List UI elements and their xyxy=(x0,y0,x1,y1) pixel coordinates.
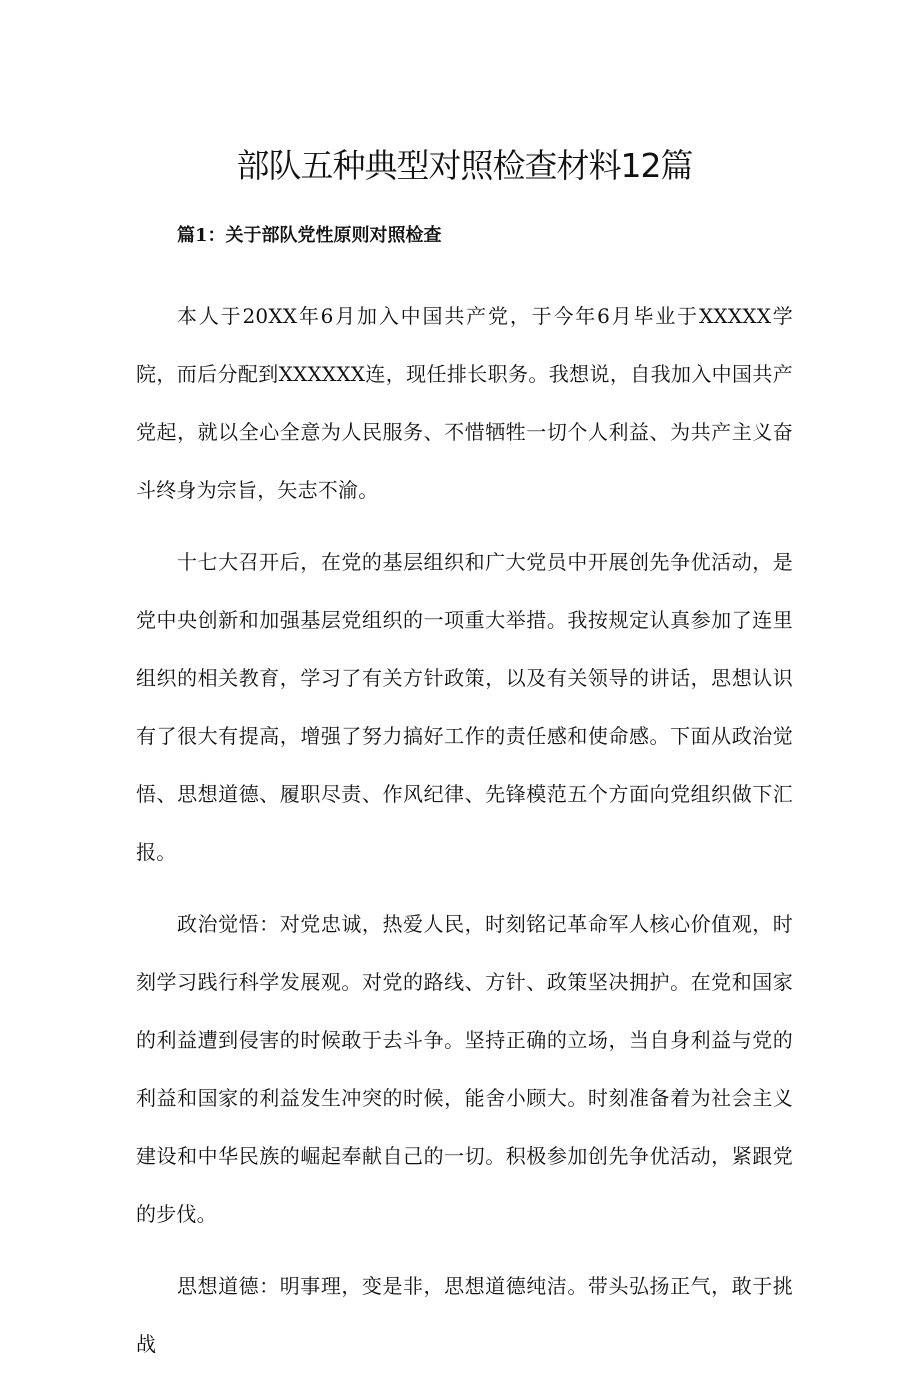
paragraph-political-awareness: 政治觉悟：对党忠诚，热爱人民，时刻铭记革命军人核心价值观，时刻学习践行科学发展观。对党的路线、方针、政策坚决拥护。在党和国家的利益遭到侵害的时候敢于去斗争。坚持正确的立场，当自身利益与党的利益和国家的利益发生冲突的时候，能舍小顾大。时刻准备着为社会主义建设和中华民族的崛起奉献自己的一切。积极参加创先争优活动，紧跟党的步伐。 xyxy=(136,912,793,1226)
paragraph-1: 本人于20XX年6月加入中国共产党，于今年6月毕业于XXXXX学院，而后分配到XXXXXX连，现任排长职务。我想说，自我加入中国共产党起，就以全心全意为人民服务、不惜牺牲一切个人利益、为共产主义奋斗终身为宗旨，矢志不渝。 xyxy=(136,304,793,502)
paragraph-ideology-morality: 思想道德：明事理，变是非，思想道德纯洁。带头弘扬正气，敢于挑战 xyxy=(136,1274,793,1356)
document-title: 部队五种典型对照检查材料12篇 xyxy=(236,146,693,185)
paragraph-2: 十七大召开后，在党的基层组织和广大党员中开展创先争优活动，是党中央创新和加强基层党组织的一项重大举措。我按规定认真参加了连里组织的相关教育，学习了有关方针政策，以及有关领导的讲话，思想认识有了很大有提高，增强了努力搞好工作的责任感和使命感。下面从政治觉悟、思想道德、履职尽责、作风纪律、先锋模范五个方面向党组织做下汇报。 xyxy=(136,550,793,864)
section-heading: 篇1：关于部队党性原则对照检查 xyxy=(177,225,442,246)
